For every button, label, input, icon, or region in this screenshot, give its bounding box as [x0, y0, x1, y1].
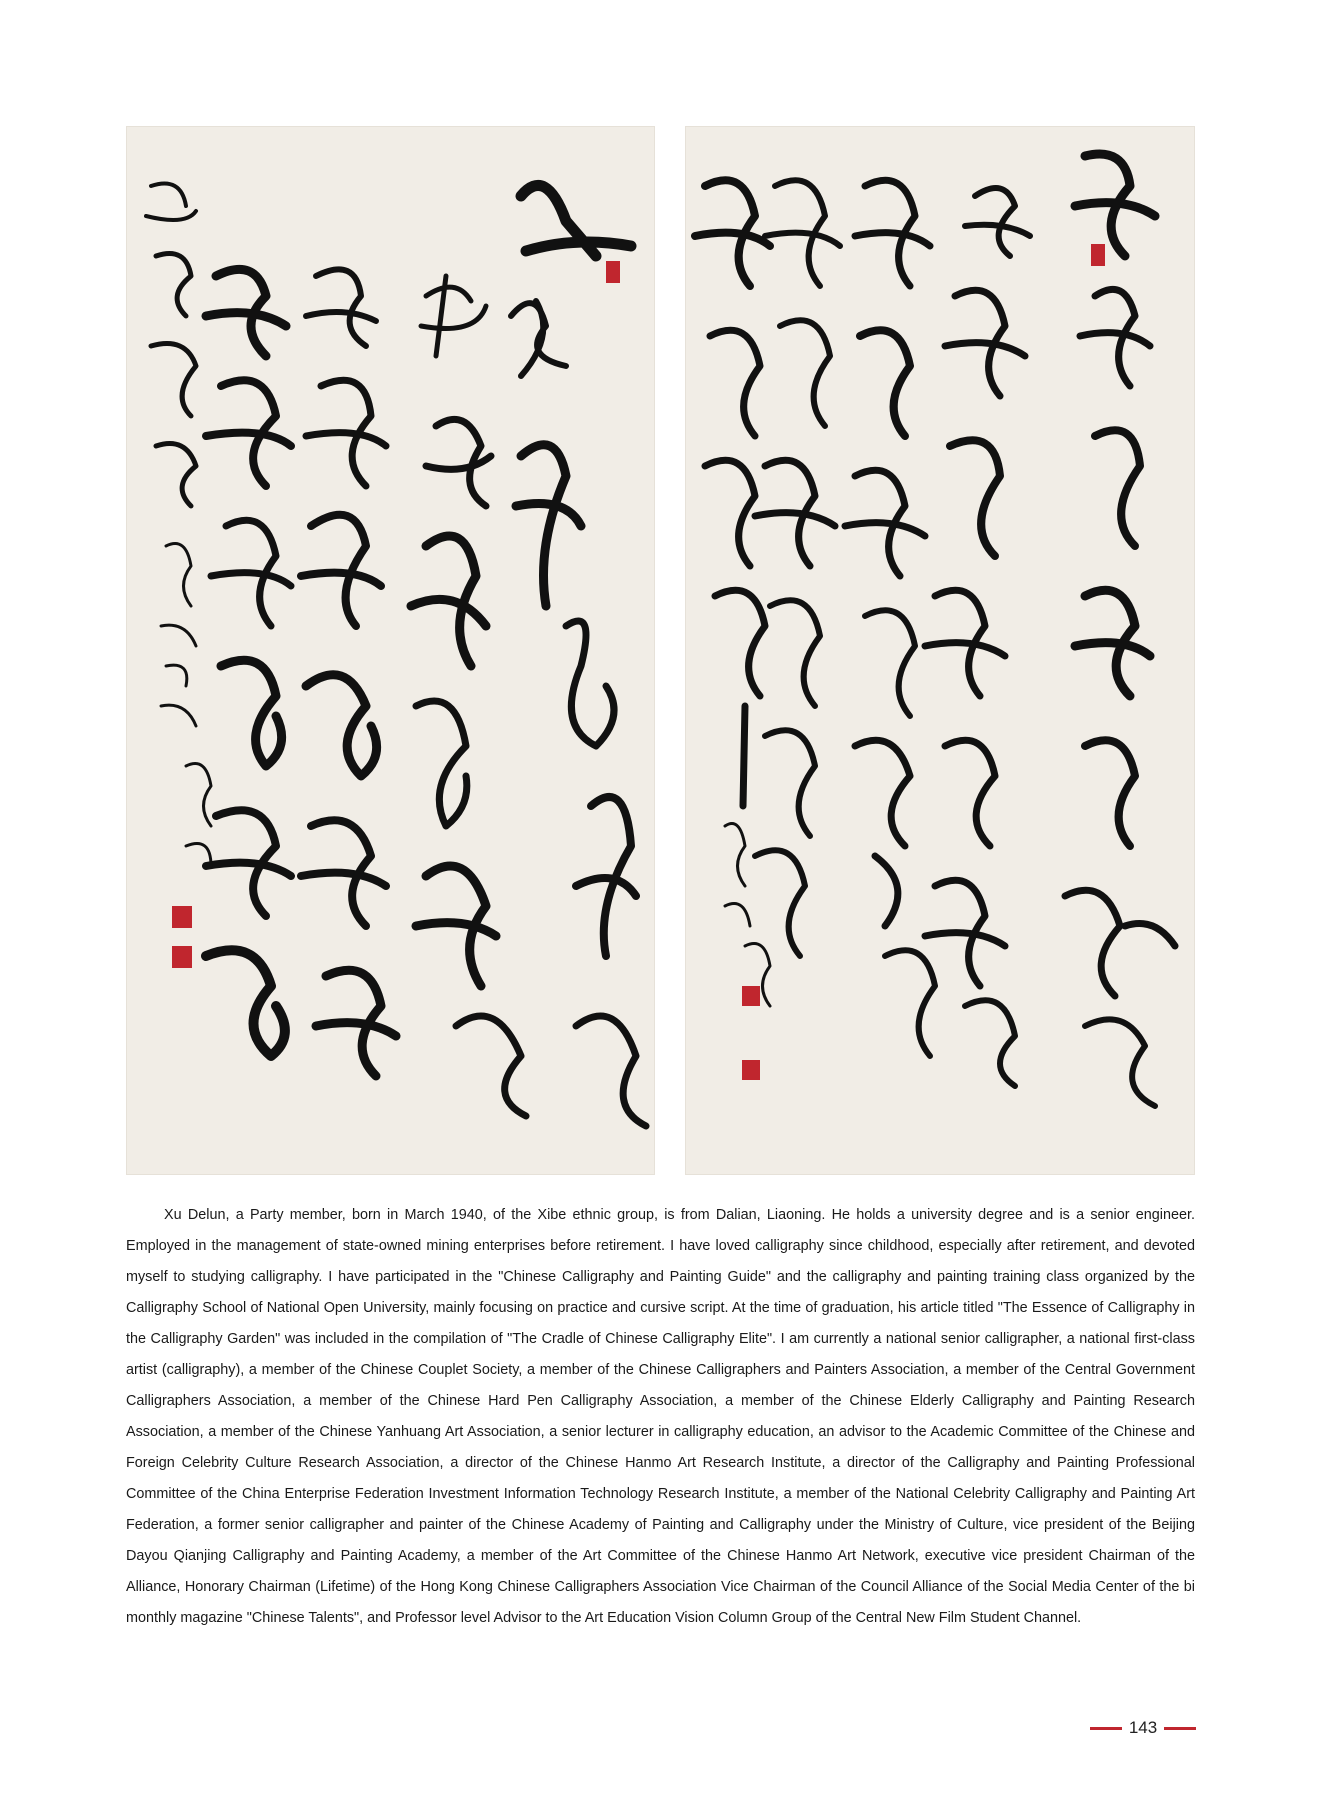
page-number-text: 143: [1128, 1718, 1158, 1737]
red-seal: [742, 986, 760, 1006]
cursive-script-strokes-right: [685, 126, 1195, 1175]
red-seal: [742, 1060, 760, 1080]
artist-biography: Xu Delun, a Party member, born in March 1940, of the Xibe ethnic group, is from Dalian, Liaoning. He holds a university degree and is a senior engineer. Employed in the management of state-owned mining enterprises before retirement. I have loved calligraphy since childhood, especially after retirement, and devoted myself to studying calligraphy. I have participated in the "Chinese Calligraphy and Painting Guide" and the calligraphy and painting training class organized by the Calligraphy School of National Open University, mainly focusing on practice and cursive script. At the time of graduation, his article titled "The Essence of Calligraphy in the Calligraphy Garden" was included in the compilation of "The Cradle of Chinese Calligraphy Elite". I am currently a national senior calligrapher, a national first-class artist (calligraphy), a member of the Chinese Couplet Society, a member of the Chinese Calligraphers and Painters Association, a member of the Central Government Calligraphers Association, a member of the Chinese Hard Pen Calligraphy Association, a member of the Chinese Elderly Calligraphy and Painting Research Association, a member of the Chinese Yanhuang Art Association, a senior lecturer in calligraphy education, an advisor to the Academic Committee of the Chinese and Foreign Celebrity Culture Research Association, a director of the Chinese Hanmo Art Research Institute, a director of the Calligraphy and Painting Professional Committee of the China Enterprise Federation Investment Information Technology Research Institute, a member of the National Celebrity Calligraphy and Painting Art Federation, a former senior calligrapher and painter of the Chinese Academy of Painting and Calligraphy under the Ministry of Culture, vice president of the Beijing Dayou Qianjing Calligraphy and Painting Academy, a member of the Art Committee of the Chinese Hanmo Art Network, executive vice president Chairman of the Alliance, Honorary Chairman (Lifetime) of the Hong Kong Chinese Calligraphers Association Vice Chairman of the Council Alliance of the Social Media Center of the bi monthly magazine "Chinese Talents", and Professor level Advisor to the Art Education Vision Column Group of the Central New Film Student Channel.: [126, 1207, 1195, 1626]
cursive-script-strokes-left: [126, 126, 655, 1175]
calligraphy-artwork-left: [126, 126, 655, 1175]
page-number-rule-left: [1090, 1727, 1122, 1730]
red-seal: [172, 906, 192, 928]
calligraphy-artwork-right: [685, 126, 1195, 1175]
red-seal: [606, 261, 620, 283]
page-number: [1090, 1716, 1196, 1740]
red-seal: [172, 946, 192, 968]
red-seal: [1091, 244, 1105, 266]
page-number-rule-right: [1164, 1727, 1196, 1730]
